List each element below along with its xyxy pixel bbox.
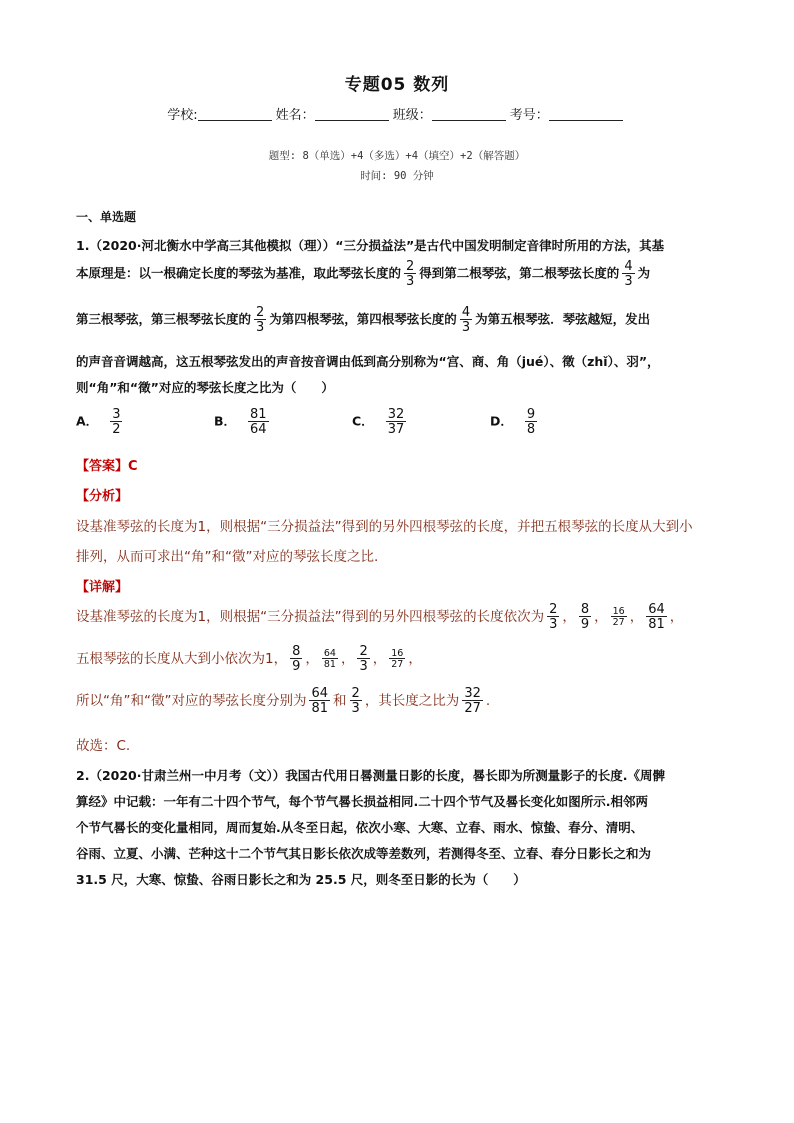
q2-line4: 谷雨、立夏、小满、芒种这十二个节气其日影长依次成等差数列，若测得冬至、立春、春分日影长之和为 bbox=[76, 846, 652, 861]
school-label: 学校: bbox=[167, 108, 198, 123]
numerator: 8 bbox=[580, 602, 590, 617]
denominator: 37 bbox=[387, 422, 405, 437]
numerator: 32 bbox=[464, 686, 481, 701]
denominator: 3 bbox=[256, 320, 265, 335]
fraction bbox=[110, 408, 122, 436]
q1-line5: 则“角”和“徵”对应的琴弦长度之比为（ ） bbox=[76, 380, 334, 395]
denominator: 64 bbox=[250, 422, 267, 437]
denominator: 9 bbox=[580, 617, 590, 632]
fraction bbox=[248, 408, 269, 436]
q1-line3-text-b: 为第四根琴弦，第四根琴弦长度的 bbox=[269, 311, 457, 327]
answer-label: 【答案】 bbox=[76, 459, 129, 474]
fraction bbox=[460, 306, 472, 334]
denominator: 8 bbox=[526, 422, 536, 437]
denominator: 27 bbox=[391, 659, 404, 670]
class-blank bbox=[432, 109, 506, 121]
option-label: D． bbox=[490, 413, 513, 429]
denominator: 3 bbox=[549, 617, 558, 632]
name-label: 姓名： bbox=[275, 108, 315, 123]
answer-value: C bbox=[128, 459, 138, 474]
option-b[interactable] bbox=[214, 408, 272, 436]
denominator: 9 bbox=[292, 659, 301, 674]
q1-line2-text-c: 为 bbox=[637, 265, 651, 281]
page-title: 专题05 数列 bbox=[344, 75, 450, 95]
fraction bbox=[309, 687, 330, 715]
q1-line3 bbox=[76, 306, 650, 334]
numerator: 2 bbox=[256, 305, 265, 320]
fraction bbox=[322, 649, 338, 670]
comma: ， bbox=[372, 651, 387, 667]
comma: ， bbox=[340, 651, 355, 667]
q2-line2: 算经》中记载：一年有二十四个节气，每个节气晷长损益相同.二十四个节气及晷长变化如图所示.相邻两 bbox=[76, 794, 648, 809]
comma: ， bbox=[594, 609, 608, 625]
fraction bbox=[646, 603, 667, 631]
q1-line2 bbox=[76, 260, 650, 288]
fraction bbox=[404, 260, 416, 288]
numerator: 16 bbox=[612, 605, 625, 617]
option-label: A． bbox=[76, 413, 99, 429]
detail-line1 bbox=[76, 603, 683, 631]
numerator: 9 bbox=[526, 407, 536, 422]
numerator: 16 bbox=[391, 647, 404, 659]
fraction bbox=[290, 645, 302, 673]
q1-line2-text-a: 本原理是：以一根确定长度的琴弦为基准，取此琴弦长度的 bbox=[76, 265, 402, 281]
exam-no-blank bbox=[549, 109, 623, 121]
denominator: 81 bbox=[311, 701, 329, 716]
detail-line1-text: 设基准琴弦的长度为1，则根据“三分损益法”得到的另外四根琴弦的长度依次为 bbox=[76, 609, 545, 625]
q2-line1: 2.（2020·甘肃兰州一中月考（文））我国古代用日晷测量日影的长度，晷长即为所测量影子的长度.《周髀 bbox=[76, 768, 665, 783]
fraction bbox=[579, 603, 591, 631]
numerator: 81 bbox=[250, 407, 267, 422]
student-info-line bbox=[0, 104, 794, 123]
period: . bbox=[485, 693, 491, 709]
option-d[interactable] bbox=[490, 408, 540, 436]
comma: ， bbox=[562, 609, 576, 625]
q1-line3-text-c: 为第五根琴弦．琴弦越短，发出 bbox=[475, 311, 651, 327]
denominator: 3 bbox=[351, 701, 360, 716]
detail-line3 bbox=[76, 687, 490, 715]
numerator: 4 bbox=[624, 259, 633, 274]
numerator: 8 bbox=[292, 644, 301, 659]
exam-no-label: 考号： bbox=[509, 108, 549, 123]
denominator: 81 bbox=[648, 617, 665, 632]
q1-line1: 1.（2020·河北衡水中学高三其他模拟（理））“三分损益法”是古代中国发明制定音律时所用的方法，其基 bbox=[76, 238, 665, 253]
comma: ， bbox=[669, 609, 684, 625]
name-blank bbox=[315, 109, 389, 121]
numerator: 2 bbox=[351, 686, 360, 701]
denominator: 3 bbox=[461, 320, 471, 335]
q2-line3: 个节气晷长的变化量相同，周而复始.从冬至日起，依次小寒、大寒、立春、雨水、惊蛰、春分、清明、 bbox=[76, 820, 644, 835]
fraction bbox=[389, 649, 405, 670]
detail-line2-text: 五根琴弦的长度从大到小依次为1， bbox=[76, 651, 288, 667]
numerator: 4 bbox=[461, 305, 471, 320]
option-a[interactable] bbox=[76, 408, 125, 436]
fraction bbox=[357, 645, 369, 673]
answer-section bbox=[76, 455, 138, 474]
numerator: 2 bbox=[359, 644, 368, 659]
fraction bbox=[462, 687, 483, 715]
comma: ， bbox=[629, 609, 644, 625]
fraction bbox=[622, 260, 634, 288]
fraction bbox=[254, 306, 266, 334]
numerator: 2 bbox=[406, 259, 415, 274]
q1-line4: 的声音音调越高，这五根琴弦发出的声音按音调由低到高分别称为“宫、商、角（jué）、徵（zhǐ）、羽”， bbox=[76, 354, 660, 369]
option-c[interactable] bbox=[352, 408, 409, 436]
comma: ， bbox=[305, 651, 319, 667]
comma: ， bbox=[408, 651, 422, 667]
fraction bbox=[525, 408, 537, 436]
detail-label: 【详解】 bbox=[76, 580, 129, 595]
time-limit: 时间: 90 分钟 bbox=[360, 170, 434, 182]
conclusion: 故选：C. bbox=[76, 738, 131, 754]
denominator: 2 bbox=[112, 422, 121, 437]
numerator: 3 bbox=[112, 407, 121, 422]
class-label: 班级： bbox=[392, 108, 432, 123]
denominator: 3 bbox=[624, 274, 633, 289]
question-types: 题型: 8（单选）+4（多选）+4（填空）+2（解答题） bbox=[268, 150, 526, 162]
fraction bbox=[350, 687, 362, 715]
fraction bbox=[611, 607, 627, 628]
detail-line3-text-b: 和 bbox=[333, 693, 347, 709]
q1-line3-text-a: 第三根琴弦，第三根琴弦长度的 bbox=[76, 311, 252, 327]
denominator: 3 bbox=[359, 659, 368, 674]
option-label: C． bbox=[352, 413, 374, 429]
option-label: B． bbox=[214, 413, 237, 429]
numerator: 64 bbox=[648, 602, 665, 617]
numerator: 2 bbox=[549, 602, 558, 617]
denominator: 27 bbox=[612, 617, 625, 628]
fraction bbox=[386, 408, 407, 436]
section-heading: 一、单选题 bbox=[76, 210, 137, 224]
analysis-line1: 设基准琴弦的长度为1，则根据“三分损益法”得到的另外四根琴弦的长度，并把五根琴弦的长度从大到小 bbox=[76, 519, 693, 535]
analysis-label: 【分析】 bbox=[76, 489, 129, 504]
school-blank bbox=[198, 109, 272, 121]
numerator: 64 bbox=[311, 686, 329, 701]
numerator: 64 bbox=[323, 647, 336, 659]
detail-line2 bbox=[76, 645, 422, 673]
denominator: 81 bbox=[323, 659, 336, 670]
q1-line2-text-b: 得到第二根琴弦，第二根琴弦长度的 bbox=[419, 265, 620, 281]
denominator: 27 bbox=[464, 701, 481, 716]
denominator: 3 bbox=[406, 274, 415, 289]
detail-line3-text-a: 所以“角”和“徵”对应的琴弦长度分别为 bbox=[76, 693, 307, 709]
detail-line3-text-c: ，其长度之比为 bbox=[364, 693, 460, 709]
fraction bbox=[547, 603, 559, 631]
q2-line5: 31.5 尺，大寒、惊蛰、谷雨日影长之和为 25.5 尺，则冬至日影的长为（ ） bbox=[76, 872, 526, 887]
analysis-line2: 排列，从而可求出“角”和“徵”对应的琴弦长度之比. bbox=[76, 549, 379, 565]
numerator: 32 bbox=[387, 407, 405, 422]
